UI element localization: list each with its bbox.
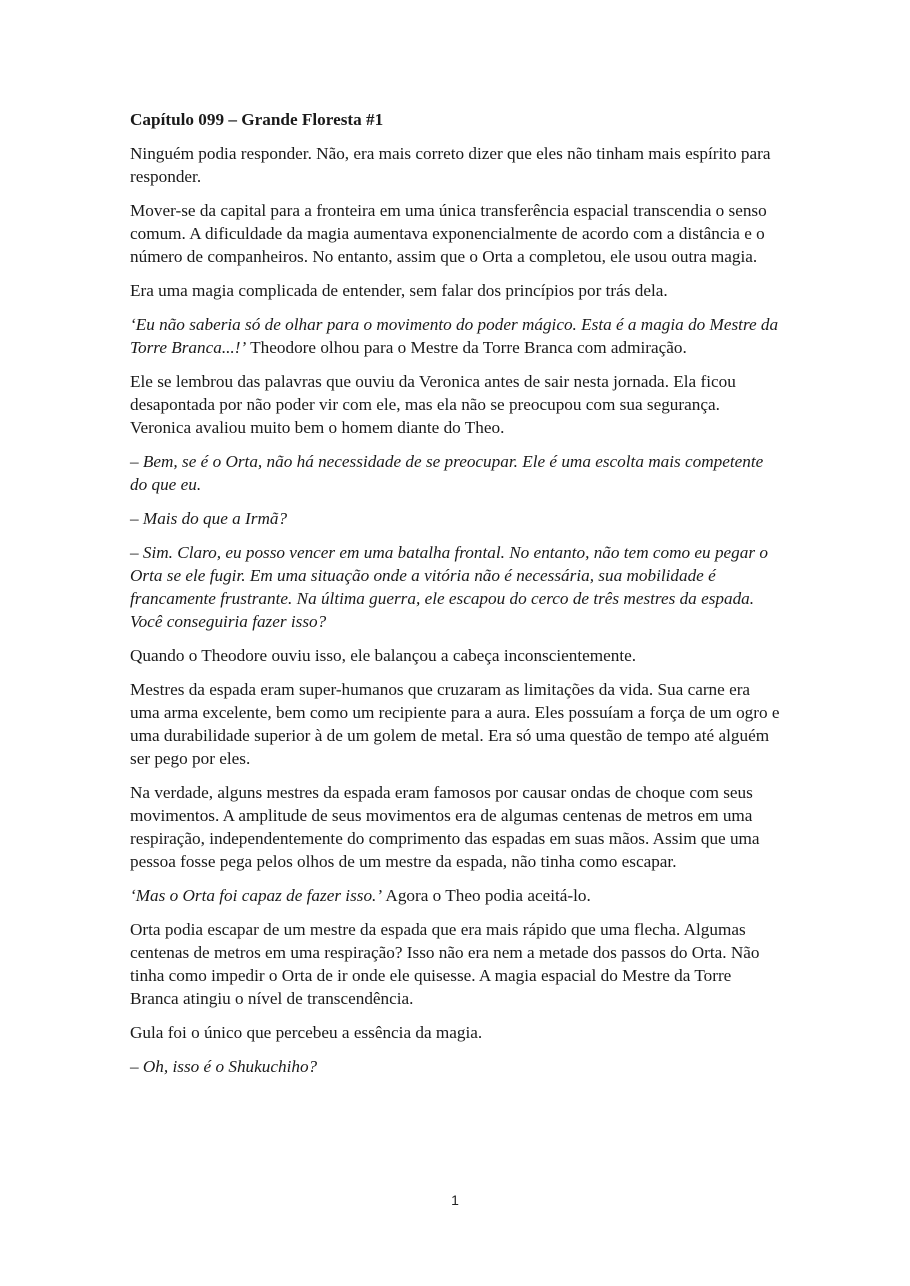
paragraph: Quando o Theodore ouviu isso, ele balançou a cabeça inconscientemente.	[130, 646, 637, 665]
page-number: 1	[451, 1192, 459, 1208]
dialogue-paragraph: – Mais do que a Irmã?	[130, 509, 288, 528]
dialogue-paragraph: – Bem, se é o Orta, não há necessidade de se preocupar. Ele é uma escolta mais competente do que eu.	[130, 452, 764, 494]
dialogue-paragraph: – Sim. Claro, eu posso vencer em uma batalha frontal. No entanto, não tem como eu pegar o Orta se ele fugir. Em uma situação onde a vitória não é necessária, sua mobilidade é francamente frustrante. Na última guerra, ele escapou do cerco de três mestres da espada. Você conseguiria fazer isso?	[130, 543, 768, 631]
paragraph: Ninguém podia responder. Não, era mais correto dizer que eles não tinham mais espírito para responder.	[130, 144, 771, 186]
paragraph: ‘Mas o Orta foi capaz de fazer isso.’ Agora o Theo podia aceitá-lo.	[130, 886, 591, 905]
paragraph: Gula foi o único que percebeu a essência da magia.	[130, 1023, 483, 1042]
chapter-title: Capítulo 099 – Grande Floresta #1	[130, 110, 384, 129]
paragraph: Mover-se da capital para a fronteira em uma única transferência espacial transcendia o senso comum. A dificuldade da magia aumentava exponencialmente de acordo com a distância e o número de companheiros. No entanto, assim que o Orta a completou, ele usou outra magia.	[130, 201, 767, 266]
dialogue-paragraph: – Oh, isso é o Shukuchiho?	[130, 1057, 318, 1076]
italic-thought: ‘Eu não saberia só de olhar para o movimento do poder mágico. Esta é a magia do Mestre da Torre Branca...!’	[130, 315, 779, 357]
paragraph: ‘Eu não saberia só de olhar para o movimento do poder mágico. Esta é a magia do Mestre da Torre Branca...!’ Theodore olhou para o Mestre da Torre Branca com admiração.	[130, 315, 779, 357]
paragraph: Mestres da espada eram super-humanos que cruzaram as limitações da vida. Sua carne era uma arma excelente, bem como um recipiente para a aura. Eles possuíam a força de um ogro e uma durabilidade superior à de um golem de metal. Era só uma questão de tempo até alguém ser pego por eles.	[130, 680, 780, 768]
paragraph: Era uma magia complicada de entender, sem falar dos princípios por trás dela.	[130, 281, 668, 300]
document-page	[130, 108, 782, 1089]
paragraph: Ele se lembrou das palavras que ouviu da Veronica antes de sair nesta jornada. Ela ficou desapontada por não poder vir com ele, mas ela não se preocupou com sua segurança. Veronica avaliou muito bem o homem diante do Theo.	[130, 372, 736, 437]
paragraph: Na verdade, alguns mestres da espada eram famosos por causar ondas de choque com seus movimentos. A amplitude de seus movimentos era de algumas centenas de metros em uma respiração, independentemente do comprimento das espadas em suas mãos. Assim que uma pessoa fosse pega pelos olhos de um mestre da espada, não tinha como escapar.	[130, 783, 760, 871]
italic-thought: ‘Mas o Orta foi capaz de fazer isso.’	[130, 886, 383, 905]
paragraph: Orta podia escapar de um mestre da espada que era mais rápido que uma flecha. Algumas centenas de metros em uma respiração? Isso não era nem a metade dos passos do Orta. Não tinha como impedir o Orta de ir onde ele quisesse. A magia espacial do Mestre da Torre Branca atingiu o nível de transcendência.	[130, 920, 760, 1008]
